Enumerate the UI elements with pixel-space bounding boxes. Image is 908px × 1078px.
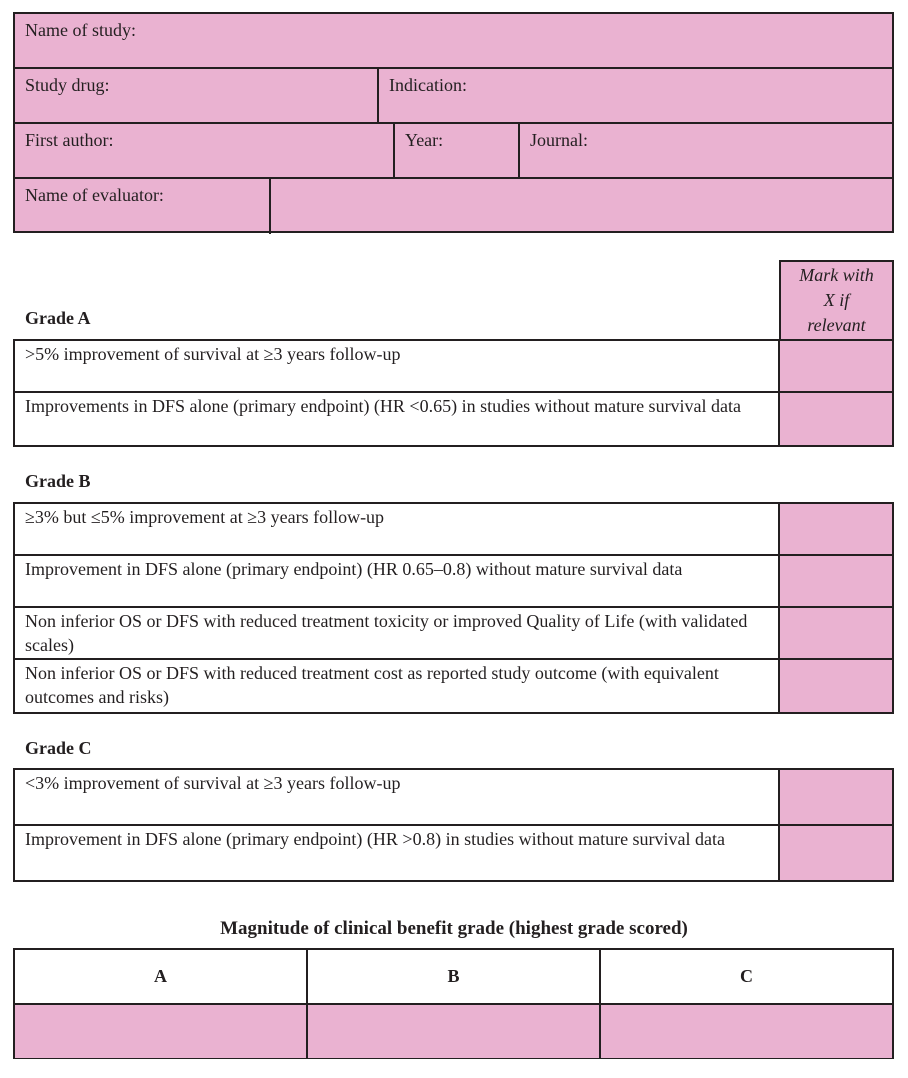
grade-c-value-cell[interactable] (601, 1005, 892, 1058)
magnitude-title: Magnitude of clinical benefit grade (highest grade scored) (220, 918, 688, 939)
criterion-text: <3% improvement of survival at ≥3 years follow-up (15, 770, 780, 824)
magnitude-header-row (15, 950, 892, 1005)
magnitude-value-row (15, 1005, 892, 1058)
mark-header-line3: relevant (807, 315, 866, 335)
name-of-study-field[interactable] (15, 14, 892, 67)
criterion-text: Improvements in DFS alone (primary endpoint) (HR <0.65) in studies without mature survival data (15, 393, 780, 445)
criterion-text: Improvement in DFS alone (primary endpoint) (HR >0.8) in studies without mature survival data (15, 826, 780, 880)
journal-field[interactable] (518, 124, 892, 177)
study-info-table (13, 12, 894, 233)
name-of-evaluator-field[interactable] (269, 179, 892, 234)
grade-b-heading: Grade B (25, 471, 91, 491)
info-row-evaluator (15, 179, 892, 234)
grade-a-heading: Grade A (25, 308, 91, 328)
first-author-field[interactable] (15, 124, 393, 177)
info-row-study (15, 14, 892, 69)
mark-cell[interactable] (780, 393, 892, 445)
indication-label: Indication: (389, 75, 467, 95)
name-of-study-label: Name of study: (25, 20, 136, 40)
mark-header-line1: Mark with (799, 265, 874, 285)
mark-cell[interactable] (780, 660, 892, 712)
mark-cell[interactable] (780, 341, 892, 391)
year-label: Year: (405, 130, 444, 150)
criterion-row (15, 393, 892, 445)
mark-header-line2: X if (823, 290, 850, 310)
criterion-text: ≥3% but ≤5% improvement at ≥3 years follow-up (15, 504, 780, 554)
criterion-row (15, 556, 892, 608)
mark-cell[interactable] (780, 826, 892, 880)
grade-b-table (13, 502, 894, 714)
mark-cell[interactable] (780, 504, 892, 554)
criterion-row (15, 341, 892, 393)
study-drug-label: Study drug: (25, 75, 110, 95)
criterion-row (15, 770, 892, 826)
magnitude-table (13, 948, 894, 1059)
grade-column-b: B (308, 950, 601, 1003)
year-field[interactable] (393, 124, 518, 177)
first-author-label: First author: (25, 130, 114, 150)
info-row-author (15, 124, 892, 179)
indication-field[interactable] (377, 69, 892, 122)
grade-a-value-cell[interactable] (15, 1005, 308, 1058)
criterion-text: >5% improvement of survival at ≥3 years follow-up (15, 341, 780, 391)
grade-column-c: C (740, 966, 753, 986)
grade-c-heading: Grade C (25, 738, 92, 758)
criterion-text: Non inferior OS or DFS with reduced treatment toxicity or improved Quality of Life (with validated scales) (15, 608, 780, 658)
mark-cell[interactable] (780, 608, 892, 658)
grade-c-table (13, 768, 894, 882)
study-drug-field[interactable] (15, 69, 377, 122)
grade-b-value-cell[interactable] (308, 1005, 601, 1058)
criterion-row (15, 826, 892, 880)
grade-column-a: A (15, 950, 308, 1003)
criterion-row (15, 660, 892, 712)
criterion-row (15, 608, 892, 660)
mark-cell[interactable] (780, 556, 892, 606)
criterion-row (15, 504, 892, 556)
name-of-evaluator-cell (15, 179, 269, 234)
grade-a-table (13, 339, 894, 447)
journal-label: Journal: (530, 130, 588, 150)
criterion-text: Improvement in DFS alone (primary endpoint) (HR 0.65–0.8) without mature survival data (15, 556, 780, 606)
info-row-drug (15, 69, 892, 124)
name-of-evaluator-label: Name of evaluator: (25, 185, 164, 205)
mark-cell[interactable] (780, 770, 892, 824)
mark-column-header (779, 260, 894, 341)
criterion-text: Non inferior OS or DFS with reduced treatment cost as reported study outcome (with equivalent outcomes and risks) (15, 660, 780, 712)
